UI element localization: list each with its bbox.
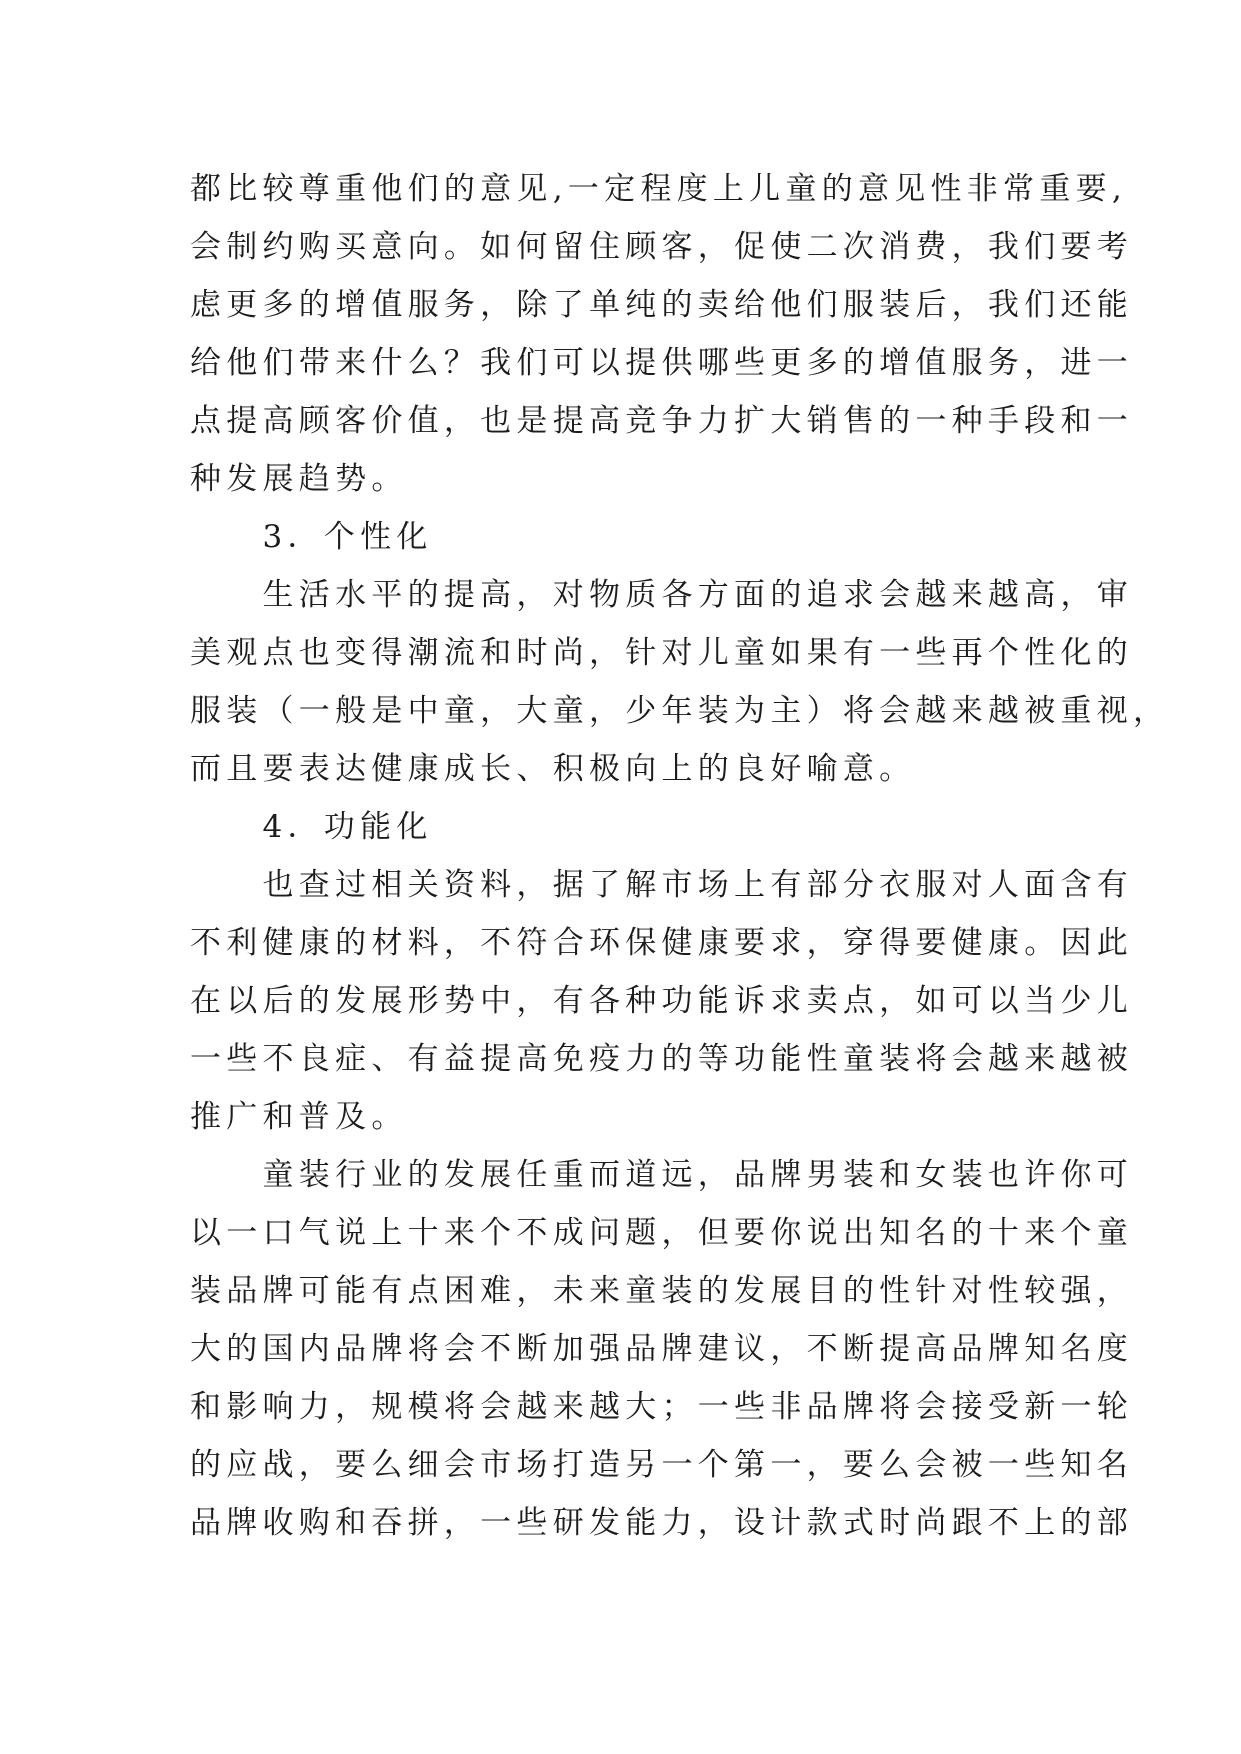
text-line: 给他们带来什么？我们可以提供哪些更多的增值服务，进一 bbox=[190, 345, 1134, 381]
section-heading: 4．功能化 bbox=[190, 809, 433, 845]
text-line: 和影响力，规模将会越来越大；一些非品牌将会接受新一轮 bbox=[190, 1389, 1134, 1425]
text-line: 在以后的发展形势中，有各种功能诉求卖点，如可以当少儿 bbox=[190, 983, 1134, 1019]
text-line: 服装（一般是中童，大童，少年装为主）将会越来越被重视， bbox=[190, 693, 1170, 729]
text-line: 会制约购买意向。如何留住顾客，促使二次消费，我们要考 bbox=[190, 229, 1134, 265]
text-line: 推广和普及。 bbox=[190, 1099, 408, 1135]
text-line: 虑更多的增值服务，除了单纯的卖给他们服装后，我们还能 bbox=[190, 287, 1134, 323]
text-line: 而且要表达健康成长、积极向上的良好喻意。 bbox=[190, 751, 916, 787]
text-line: 童装行业的发展任重而道远，品牌男装和女装也许你可 bbox=[190, 1157, 1134, 1193]
text-line: 不利健康的材料，不符合环保健康要求，穿得要健康。因此 bbox=[190, 925, 1134, 961]
text-line: 的应战，要么细会市场打造另一个第一，要么会被一些知名 bbox=[190, 1447, 1134, 1483]
text-line: 装品牌可能有点困难，未来童装的发展目的性针对性较强， bbox=[190, 1273, 1134, 1309]
text-line: 美观点也变得潮流和时尚，针对儿童如果有一些再个性化的 bbox=[190, 635, 1134, 671]
text-line: 也查过相关资料，据了解市场上有部分衣服对人面含有 bbox=[190, 867, 1134, 903]
text-line: 都比较尊重他们的意见,一定程度上儿童的意见性非常重要, bbox=[190, 171, 1127, 207]
text-line: 生活水平的提高，对物质各方面的追求会越来越高，审 bbox=[190, 577, 1134, 613]
text-line: 品牌收购和吞拼，一些研发能力，设计款式时尚跟不上的部 bbox=[190, 1505, 1134, 1541]
text-line: 以一口气说上十来个不成问题，但要你说出知名的十来个童 bbox=[190, 1215, 1134, 1251]
text-line: 点提高顾客价值，也是提高竞争力扩大销售的一种手段和一 bbox=[190, 403, 1134, 439]
text-line: 种发展趋势。 bbox=[190, 461, 408, 497]
text-line: 一些不良症、有益提高免疫力的等功能性童装将会越来越被 bbox=[190, 1041, 1134, 1077]
text-line: 大的国内品牌将会不断加强品牌建议，不断提高品牌知名度 bbox=[190, 1331, 1134, 1367]
section-heading: 3．个性化 bbox=[190, 519, 433, 555]
